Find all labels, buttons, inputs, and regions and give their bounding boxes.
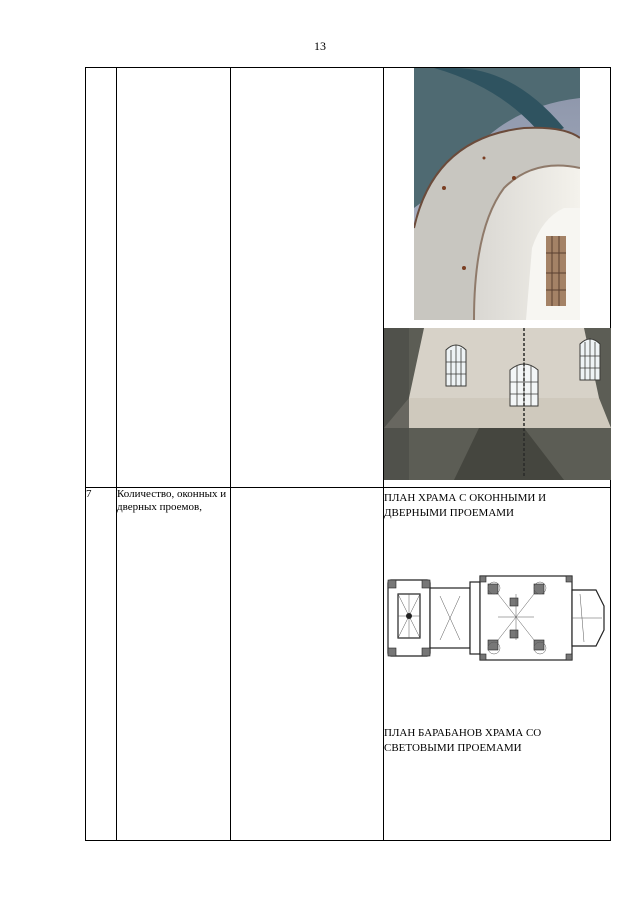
interior-arch-photo: [414, 68, 580, 320]
cell-description: [231, 488, 384, 841]
drums-plan-caption: ПЛАН БАРАБАНОВ ХРАМА СО СВЕТОВЫМИ ПРОЕМАМИ: [384, 727, 542, 754]
cell-photos: [384, 68, 611, 488]
cell-name: [117, 68, 231, 488]
page-number: 13: [314, 39, 326, 53]
church-floor-plan: [384, 572, 608, 664]
cell-name: Количество, оконных и дверных проемов,: [117, 488, 231, 841]
floor-plan-caption: ПЛАН ХРАМА С ОКОННЫМИ И ДВЕРНЫМИ ПРОЕМАМИ: [384, 492, 547, 519]
cell-description: [231, 68, 384, 488]
document-table: [85, 67, 611, 841]
cell-number: [86, 68, 117, 488]
cell-plans: [384, 488, 611, 841]
table-row: [86, 488, 611, 841]
table-row: [86, 68, 611, 488]
cell-number: 7: [86, 488, 117, 841]
drum-windows-photo: [384, 328, 611, 480]
